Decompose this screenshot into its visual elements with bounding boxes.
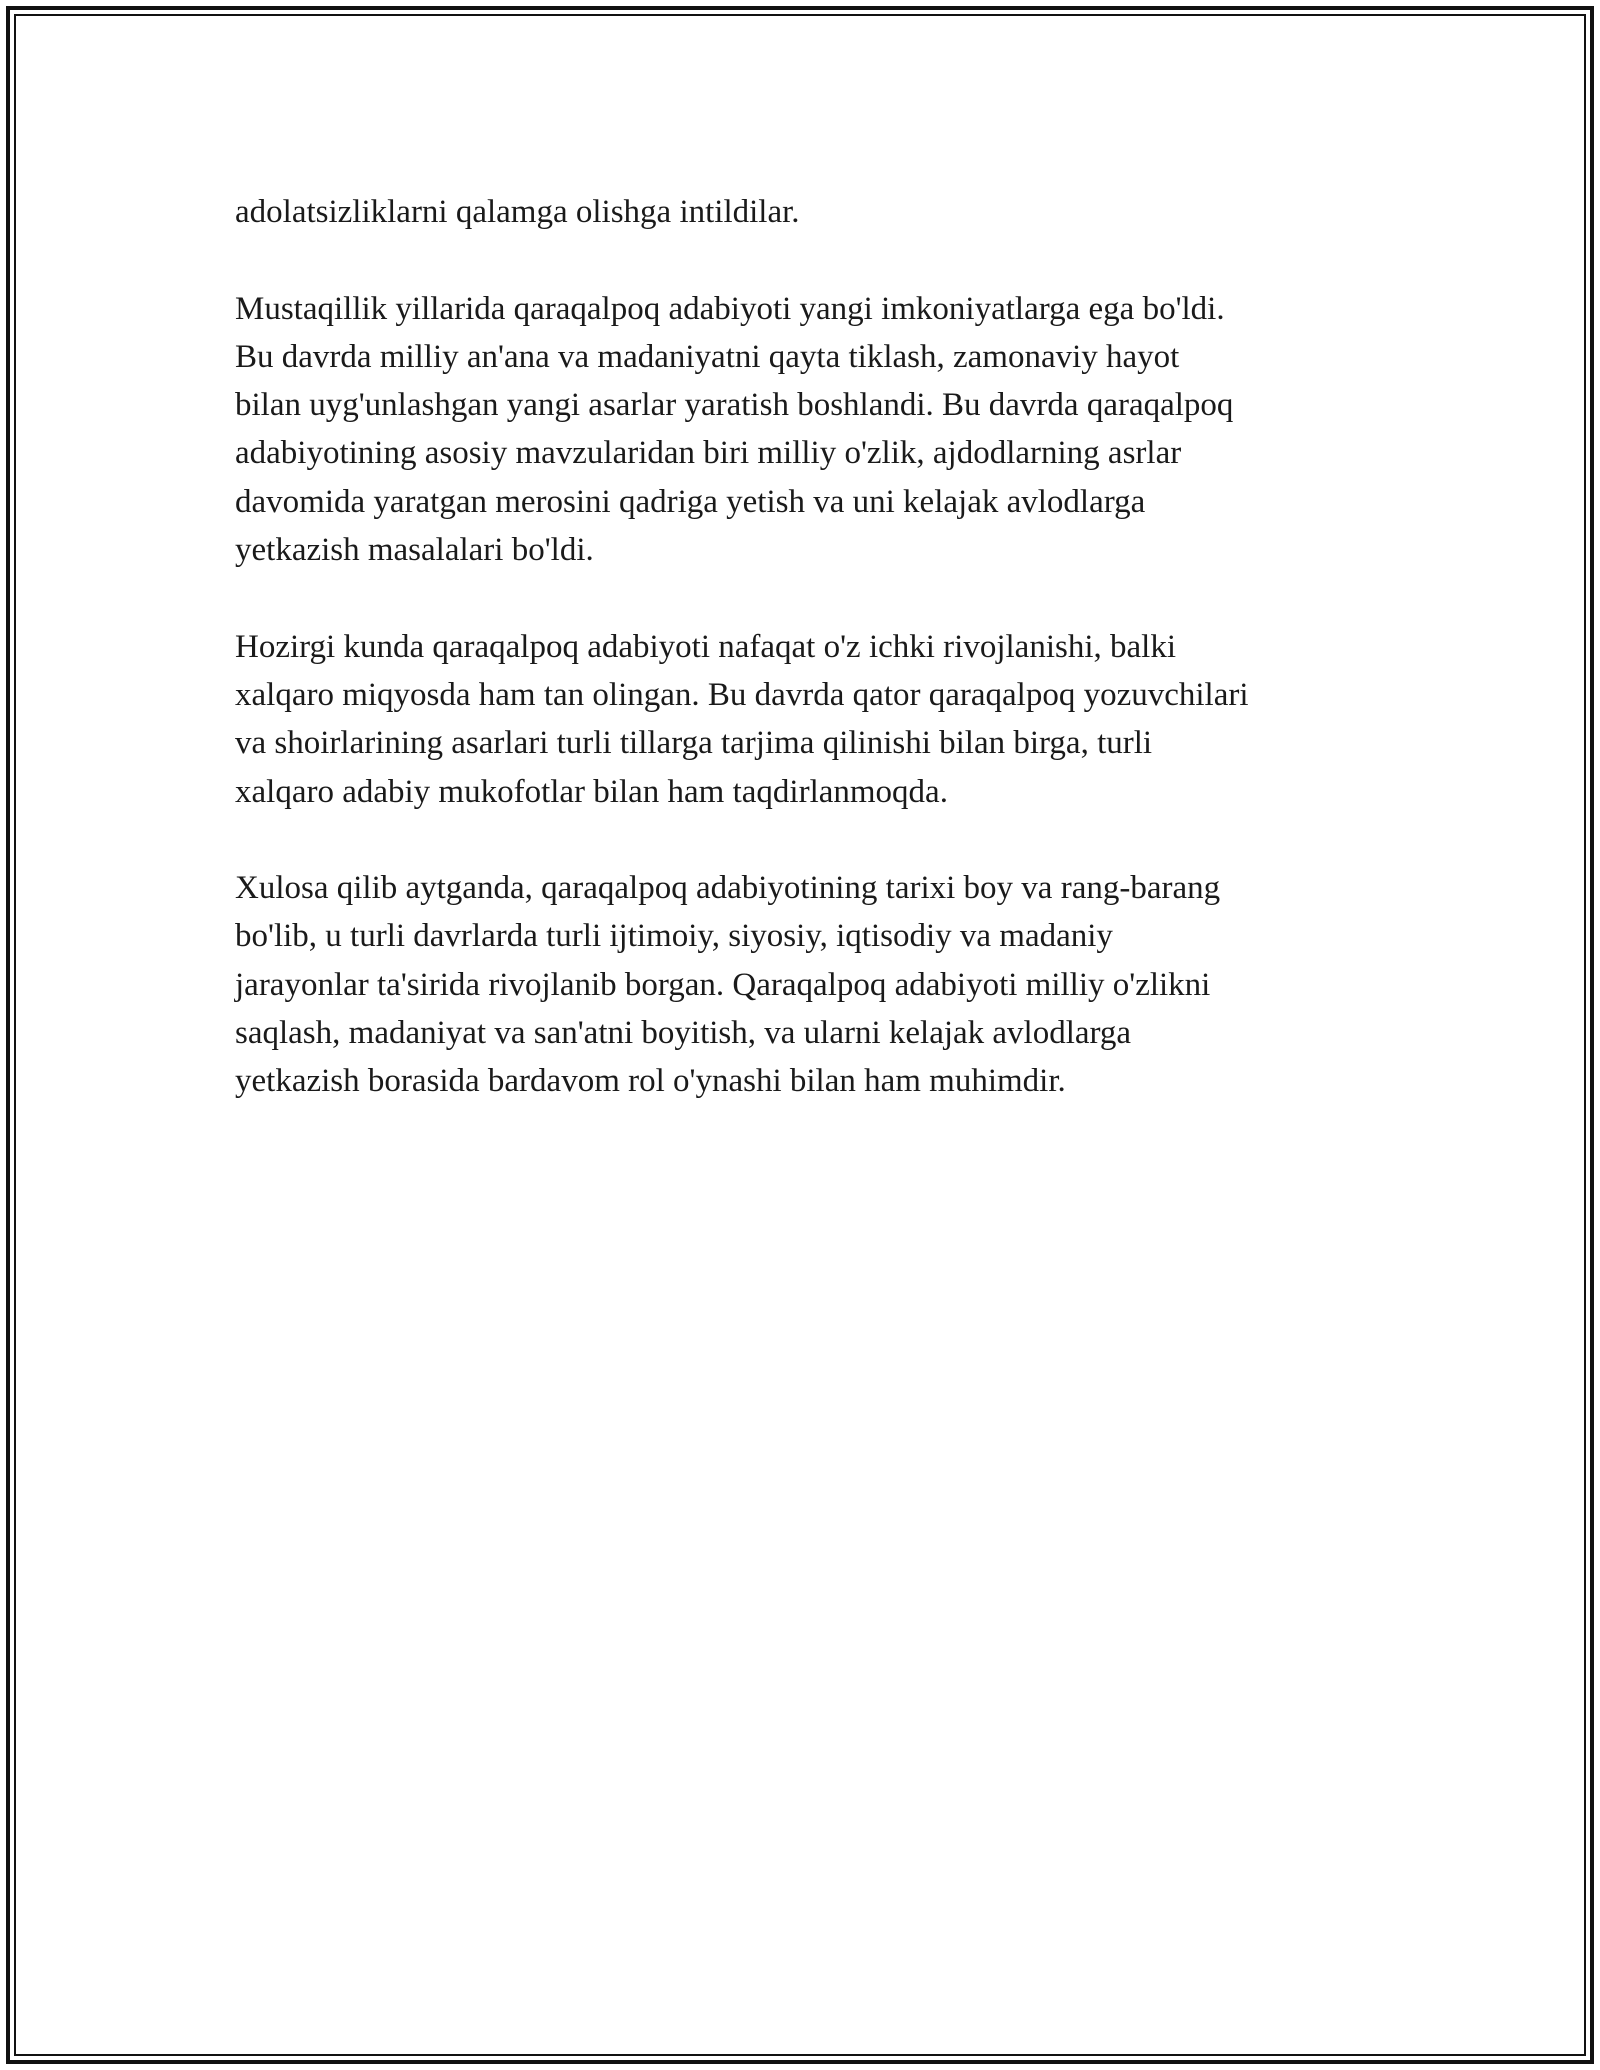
text-line: adabiyotining asosiy mavzularidan biri milliy o'zlik, ajdodlarning asrlar — [235, 435, 1182, 472]
text-line: Hozirgi kunda qaraqalpoq adabiyoti nafaqat o'z ichki rivojlanishi, balki — [235, 628, 1176, 665]
text-line: jarayonlar ta'sirida rivojlanib borgan. Qaraqalpoq adabiyoti milliy o'zlikni — [235, 966, 1211, 1003]
text-line: davomida yaratgan merosini qadriga yetish va uni kelajak avlodlarga — [235, 483, 1146, 520]
text-line: yetkazish masalalari bo'ldi. — [235, 532, 594, 569]
text-line: bilan uyg'unlashgan yangi asarlar yaratish boshlandi. Bu davrda qaraqalpoq — [235, 387, 1234, 424]
text-line: bo'lib, u turli davrlarda turli ijtimoiy, siyosiy, iqtisodiy va madaniy — [235, 918, 1113, 955]
text-line: Xulosa qilib aytganda, qaraqalpoq adabiyotining tarixi boy va rang-barang — [235, 870, 1221, 907]
text-line: xalqaro adabiy mukofotlar bilan ham taqdirlanmoqda. — [235, 773, 948, 810]
paragraph-4 — [235, 864, 1375, 1105]
text-line: Bu davrda milliy an'ana va madaniyatni qayta tiklash, zamonaviy hayot — [235, 338, 1180, 375]
text-line: Mustaqillik yillarida qaraqalpoq adabiyoti yangi imkoniyatlarga ega bo'ldi. — [235, 290, 1225, 327]
paragraph-2 — [235, 285, 1375, 575]
paragraph-1 — [235, 188, 1375, 236]
document-body — [235, 188, 1375, 1154]
text-line: saqlash, madaniyat va san'atni boyitish, va ularni kelajak avlodlarga — [235, 1015, 1132, 1052]
text-line: xalqaro miqyosda ham tan olingan. Bu davrda qator qaraqalpoq yozuvchilari — [235, 676, 1249, 713]
text-line: va shoirlarining asarlari turli tillarga tarjima qilinishi bilan birga, turli — [235, 725, 1153, 762]
paragraph-3 — [235, 623, 1375, 816]
text-line: yetkazish borasida bardavom rol o'ynashi bilan ham muhimdir. — [235, 1063, 1066, 1100]
text-line: adolatsizliklarni qalamga olishga intildilar. — [235, 194, 800, 230]
